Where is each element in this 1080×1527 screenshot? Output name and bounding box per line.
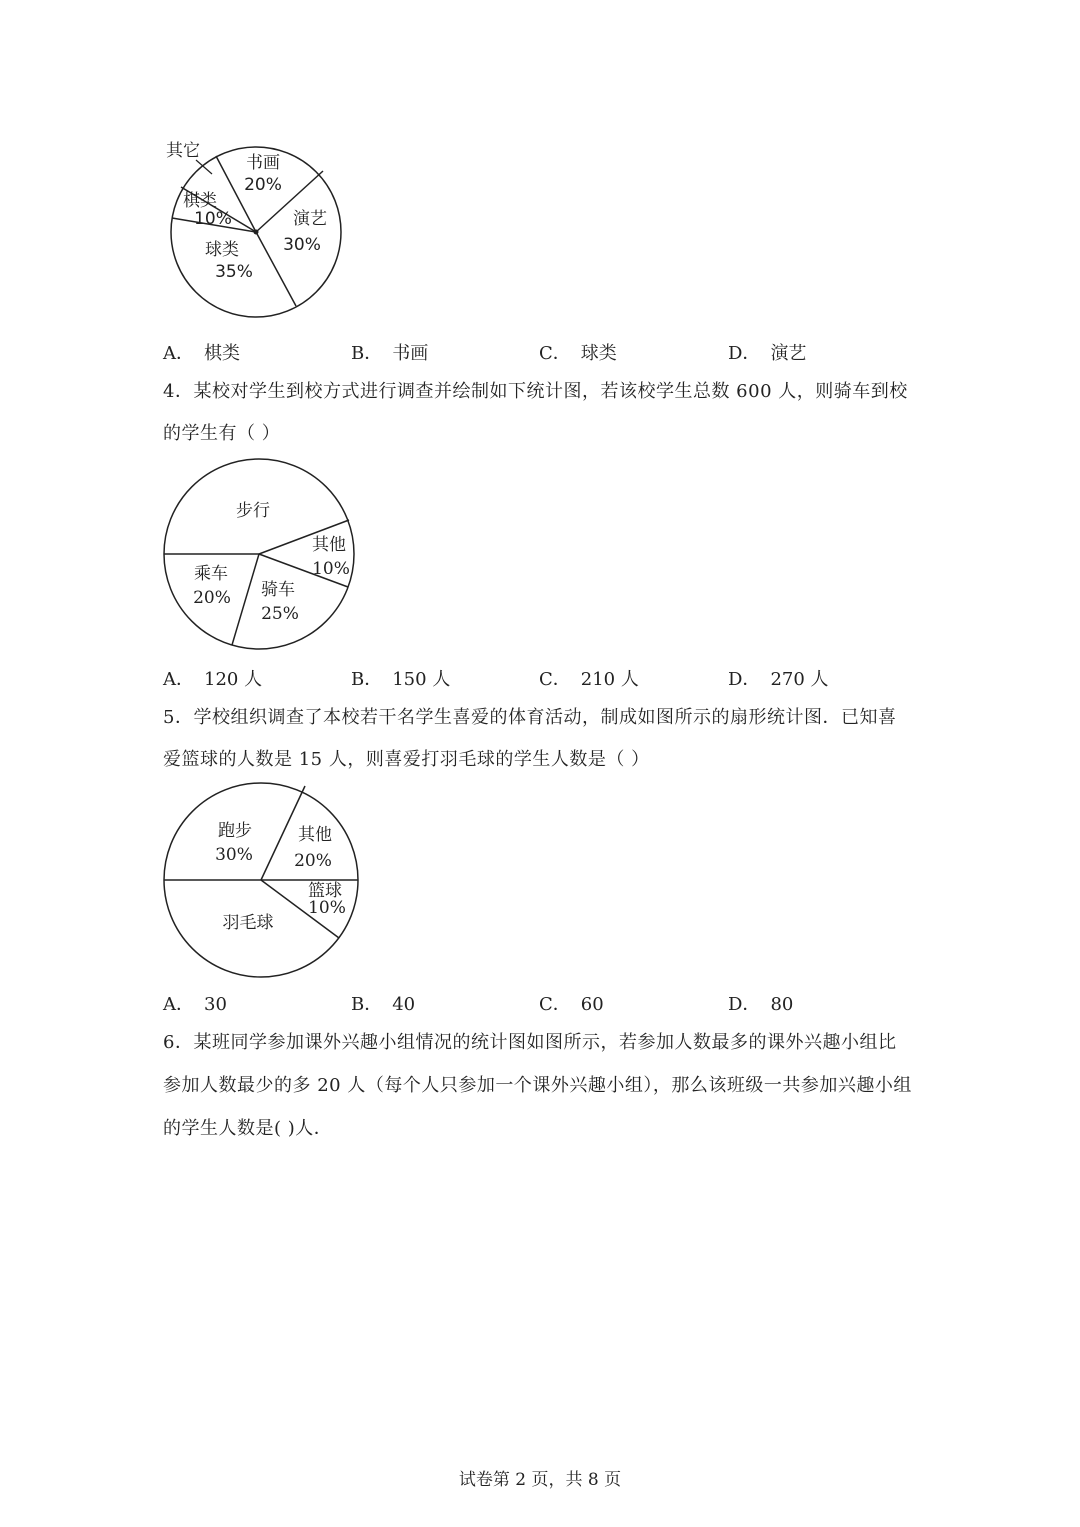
- q4-option-a[interactable]: [163, 665, 262, 691]
- option-text: 270 人: [770, 669, 829, 690]
- q5-stem-line2: 爱篮球的人数是 15 人，则喜爱打羽毛球的学生人数是（ ）: [163, 749, 650, 770]
- q5-pct-paobu: 30%: [215, 845, 253, 865]
- q4-stem-line2: 的学生有（ ）: [163, 423, 281, 444]
- q3-option-c[interactable]: [539, 339, 617, 365]
- q5-pct-lanqiu: 10%: [308, 898, 346, 918]
- option-text: 演艺: [770, 343, 807, 364]
- q5-pct-qita: 20%: [294, 851, 332, 871]
- q4-slice-divider: [232, 554, 259, 645]
- q4-option-c[interactable]: [539, 665, 639, 691]
- option-letter: B．: [351, 994, 383, 1015]
- q3-pct-shuhua: 20%: [244, 175, 282, 195]
- option-letter: C．: [539, 669, 571, 690]
- q3-pct-qilei: 10%: [194, 209, 232, 229]
- q3-option-b[interactable]: [351, 339, 428, 365]
- q5-option-a[interactable]: [163, 990, 227, 1016]
- q4-stem-line1: 4．某校对学生到校方式进行调查并绘制如下统计图，若该校学生总数 600 人，则骑车到校: [163, 381, 908, 402]
- q4-option-b[interactable]: [351, 665, 450, 691]
- option-letter: D．: [728, 343, 761, 364]
- page-footer: 试卷第 2 页，共 8 页: [458, 1470, 622, 1490]
- option-text: 210 人: [580, 669, 639, 690]
- q5-label-qita: 其他: [298, 825, 332, 845]
- option-text: 80: [770, 994, 794, 1015]
- option-letter: B．: [351, 669, 383, 690]
- option-letter: A．: [163, 669, 194, 690]
- q4-pct-chengche: 20%: [193, 588, 231, 608]
- q3-label-shuhua: 书画: [246, 153, 280, 173]
- option-text: 120 人: [204, 669, 263, 690]
- option-text: 球类: [580, 343, 617, 364]
- q3-label-qita: 其它: [166, 141, 200, 161]
- option-text: 60: [580, 994, 604, 1015]
- q5-label-lanqiu: 篮球: [308, 881, 342, 901]
- q4-pie-chart: [155, 452, 365, 656]
- q3-option-a[interactable]: [163, 339, 240, 365]
- q5-label-paobu: 跑步: [218, 821, 252, 841]
- q4-label-qita: 其他: [312, 535, 346, 555]
- option-text: 书画: [392, 343, 429, 364]
- q4-pct-qiche: 25%: [261, 604, 299, 624]
- q5-label-yumaoqiu: 羽毛球: [222, 913, 274, 933]
- option-letter: C．: [539, 994, 571, 1015]
- q3-label-yanyi: 演艺: [293, 209, 327, 229]
- option-letter: D．: [728, 669, 761, 690]
- option-letter: A．: [163, 343, 194, 364]
- q3-label-qiulei: 球类: [205, 240, 239, 260]
- option-text: 棋类: [204, 343, 240, 364]
- option-letter: B．: [351, 343, 383, 364]
- option-letter: A．: [163, 994, 194, 1015]
- q5-option-d[interactable]: [728, 990, 793, 1016]
- q3-pie-center: [254, 230, 259, 235]
- option-letter: C．: [539, 343, 571, 364]
- q3-leader-line: [196, 160, 212, 174]
- option-text: 40: [392, 994, 416, 1015]
- q5-option-b[interactable]: [351, 990, 415, 1016]
- q5-option-c[interactable]: [539, 990, 604, 1016]
- q4-label-qiche: 骑车: [261, 580, 295, 600]
- q5-pie-chart: [155, 778, 365, 982]
- q3-pie-chart: [150, 130, 360, 330]
- q6-stem-line1: 6．某班同学参加课外兴趣小组情况的统计图如图所示，若参加人数最多的课外兴趣小组比: [163, 1032, 897, 1053]
- q3-label-qilei: 棋类: [183, 191, 217, 211]
- q3-option-d[interactable]: [728, 339, 806, 365]
- q3-pct-yanyi: 30%: [283, 235, 321, 255]
- q4-pct-qita: 10%: [312, 559, 350, 579]
- option-text: 150 人: [392, 669, 451, 690]
- option-text: 30: [204, 994, 227, 1015]
- q4-label-buxing: 步行: [236, 501, 270, 521]
- q5-stem-line1: 5．学校组织调查了本校若干名学生喜爱的体育活动，制成如图所示的扇形统计图．已知喜: [163, 707, 897, 728]
- q6-stem-line3: 的学生人数是( )人．: [163, 1118, 333, 1139]
- q4-option-d[interactable]: [728, 665, 829, 691]
- q4-label-chengche: 乘车: [194, 564, 228, 584]
- q6-stem-line2: 参加人数最少的多 20 人（每个人只参加一个课外兴趣小组），那么该班级一共参加兴趣小组: [163, 1075, 912, 1096]
- q3-pct-qiulei: 35%: [215, 262, 253, 282]
- option-letter: D．: [728, 994, 761, 1015]
